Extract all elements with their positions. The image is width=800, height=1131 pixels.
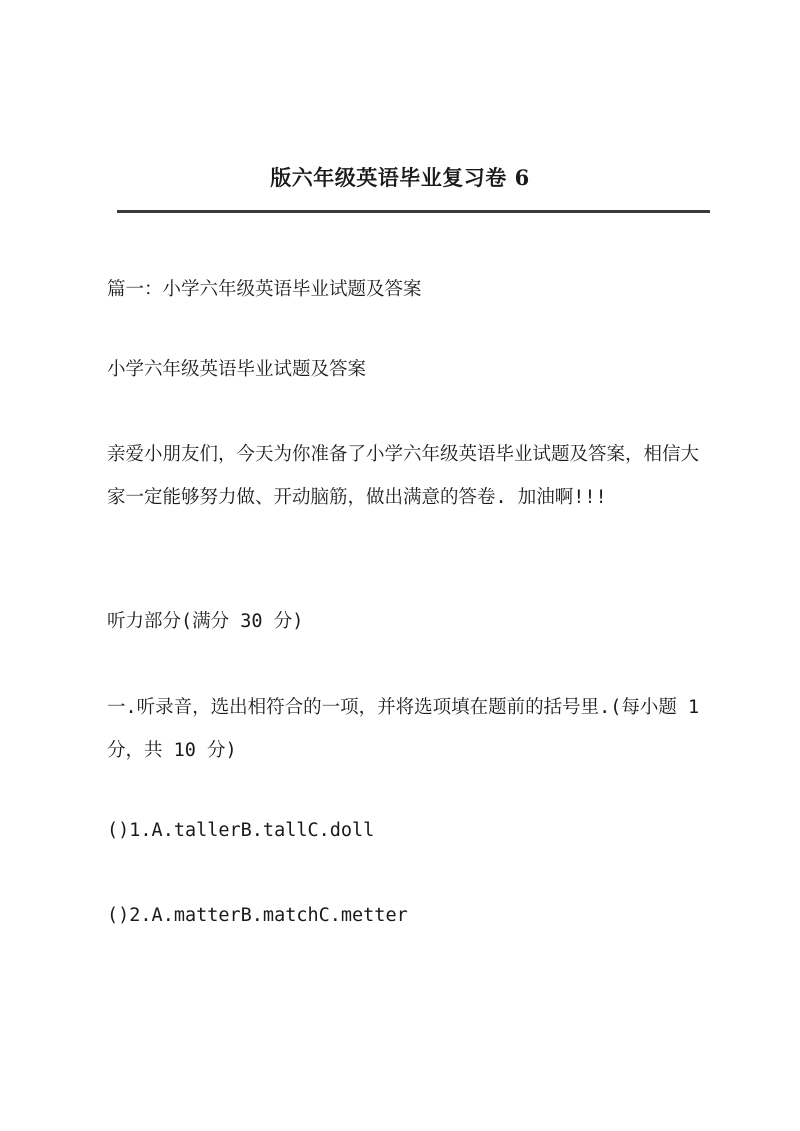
document-title: 版六年级英语毕业复习卷 6: [270, 165, 530, 190]
question-item: ()2.A.matterB.matchC.metter: [107, 905, 408, 926]
question-instruction: 一.听录音，选出相符合的一项，并将选项填在题前的括号里.(每小题 1 分，共 10 分): [107, 697, 711, 761]
intro-paragraph: 亲爱小朋友们，今天为你准备了小学六年级英语毕业试题及答案，相信大家一定能够努力做、开动脑筋，做出满意的答卷. 加油啊!!!: [107, 444, 700, 508]
question-item: ()1.A.tallerB.tallC.doll: [107, 820, 375, 841]
listening-section-header: 听力部分(满分 30 分): [107, 611, 304, 632]
title-underline-divider: [117, 210, 710, 213]
section-heading: 篇一：小学六年级英语毕业试题及答案: [107, 279, 422, 300]
document-subtitle: 小学六年级英语毕业试题及答案: [107, 359, 367, 380]
